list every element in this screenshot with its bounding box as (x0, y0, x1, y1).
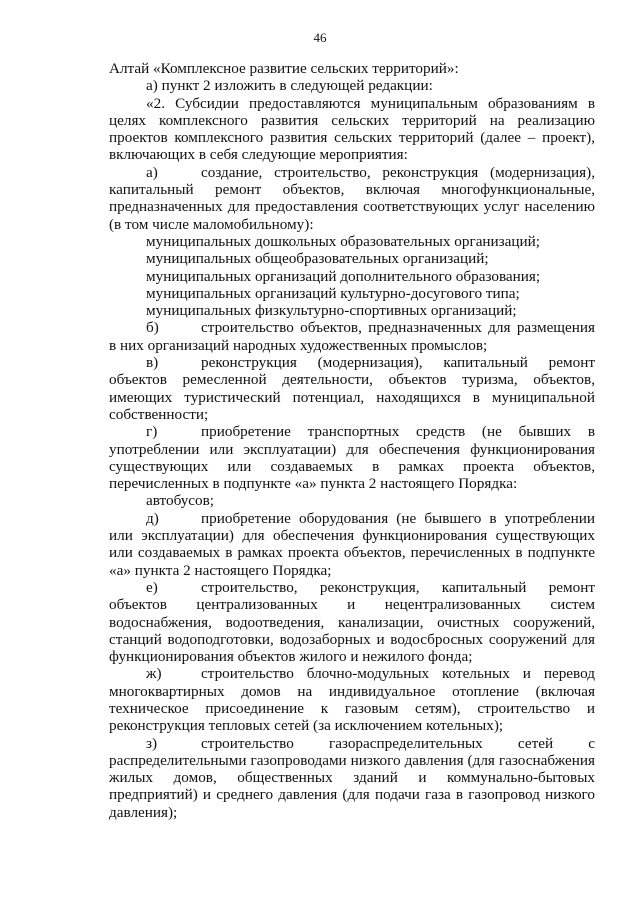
paragraph-text: муниципальных организаций культурно-досугового типа; (146, 284, 520, 302)
subitem-letter: д) (146, 509, 159, 527)
paragraph-p9 (109, 319, 595, 354)
paragraph-text: муниципальных организаций дополнительного образования; (146, 267, 541, 285)
paragraph-p5 (109, 250, 595, 267)
paragraph-text: строительство блочно-модульных котельных и перевод многоквартирных домов на индивидуальное отопление (включая техническое присоединение к газовым сетям), строительство и реконструкция тепловых сетей (за исключением котельных); (109, 665, 595, 735)
paragraph-text: «2. Субсидии предоставляются муниципальным образованиям в целях комплексного развития сельских территорий на реализацию проектов комплексного развития сельских территорий (далее – проект), включающих в себя следующие мероприятия: (109, 94, 595, 164)
paragraph-text: муниципальных физкультурно-спортивных организаций; (146, 302, 517, 320)
paragraph-p15 (109, 665, 595, 734)
paragraph-p2 (109, 95, 595, 164)
paragraph-text: автобусов; (146, 492, 215, 510)
paragraph-text: Алтай «Комплексное развитие сельских территорий»: (109, 60, 459, 77)
paragraph-text: строительство газораспределительных сетей с распределительными газопроводами низкого давления (для газоснабжения жилых домов, общественных зданий и коммунально-бытовых предприятий) и среднего давления (для подачи газа в газопровод низкого давления); (109, 734, 595, 821)
paragraph-p16 (109, 735, 595, 821)
paragraph-p12 (109, 492, 595, 509)
subitem-letter: з) (146, 734, 158, 752)
paragraph-text: реконструкция (модернизация), капитальный ремонт объектов ремесленной деятельности, объектов туризма, объектов, имеющих туристический потенциал, находящихся в муниципальной собственности; (109, 354, 595, 423)
paragraph-text: приобретение оборудования (не бывшего в употреблении или эксплуатации) для обеспечения функционирования существующих или создаваемых в рамках проекта объектов, перечисленных в подпункте «а» пункта 2 настоящего Порядка; (109, 509, 595, 579)
paragraph-text: строительство, реконструкция, капитальный ремонт объектов централизованных и нецентрализованных систем водоснабжения, водоотведения, канализации, очистных сооружений, станций водоподготовки, водозаборных и водосбросных сооружений для функционирования объектов жилого и нежилого фонда; (109, 578, 595, 666)
paragraph-text: строительство объектов, предназначенных для размещения в них организаций народных художественных промыслов; (109, 319, 595, 354)
paragraph-p0 (109, 60, 595, 77)
paragraph-p11 (109, 423, 595, 492)
subitem-letter: ж) (146, 665, 162, 683)
paragraph-p3 (109, 164, 595, 233)
subitem-letter: г) (146, 423, 158, 441)
subitem-letter: б) (146, 319, 159, 337)
paragraph-p4 (109, 233, 595, 250)
paragraph-text: создание, строительство, реконструкция (модернизация), капитальный ремонт объектов, включая многофункциональные, предназначенных для предоставления соответствующих услуг населению (в том числе маломобильному): (109, 163, 595, 233)
page-number: 46 (313, 30, 327, 45)
paragraph-text: муниципальных общеобразовательных организаций; (146, 250, 489, 268)
paragraph-text: приобретение транспортных средств (не бывших в употреблении или эксплуатации) для обеспечения функционирования существующих или создаваемых в рамках проекта объектов, перечисленных в подпункте «а» пункта 2 настоящего Порядка: (109, 423, 595, 493)
paragraph-p8 (109, 302, 595, 319)
paragraph-p13 (109, 510, 595, 579)
paragraph-p1 (109, 77, 595, 94)
paragraph-p14 (109, 579, 595, 665)
subitem-letter: а) (146, 163, 158, 181)
paragraph-p6 (109, 268, 595, 285)
paragraph-text: муниципальных дошкольных образовательных организаций; (146, 232, 541, 250)
paragraph-p7 (109, 285, 595, 302)
subitem-letter: е) (146, 578, 158, 596)
document-body (109, 60, 595, 821)
paragraph-p10 (109, 354, 595, 423)
paragraph-text: а) пункт 2 изложить в следующей редакции: (146, 77, 433, 95)
subitem-letter: в) (146, 354, 159, 372)
